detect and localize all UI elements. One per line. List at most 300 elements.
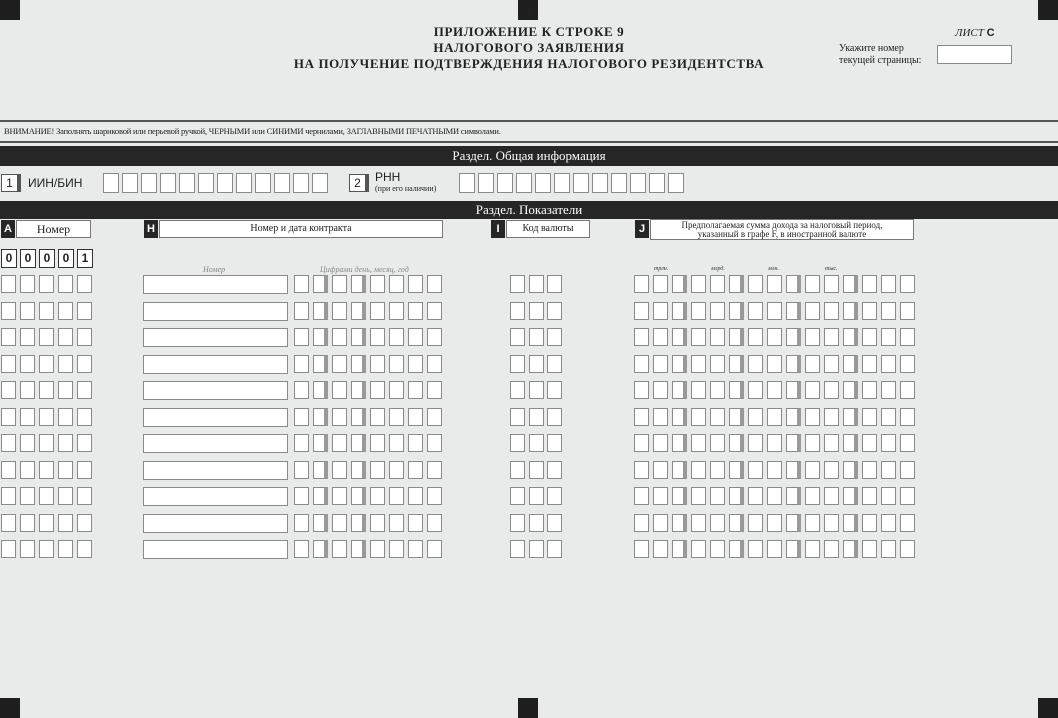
currency-code-cell[interactable] [510,487,525,505]
contract-date-cell[interactable] [313,434,328,452]
contract-number-input[interactable] [143,540,288,559]
amount-cell[interactable] [710,328,725,346]
amount-cell[interactable] [729,381,744,399]
row-number-cell[interactable] [1,408,16,426]
amount-cell[interactable] [672,328,687,346]
contract-number-input[interactable] [143,514,288,533]
currency-code-cell[interactable] [529,487,544,505]
amount-cell[interactable] [767,487,782,505]
contract-date-cell[interactable] [408,328,423,346]
contract-date-cell[interactable] [294,540,309,558]
row-number-cell[interactable] [39,408,54,426]
amount-cell[interactable] [824,461,839,479]
amount-cell[interactable] [843,540,858,558]
amount-cell[interactable] [672,302,687,320]
amount-cell[interactable] [881,408,896,426]
currency-code-cell[interactable] [529,514,544,532]
row-number-cell[interactable] [20,275,35,293]
row-number-cell[interactable] [1,487,16,505]
amount-cell[interactable] [805,461,820,479]
row-number-cell[interactable] [39,355,54,373]
currency-code-cell[interactable] [529,461,544,479]
contract-date-cell[interactable] [351,514,366,532]
rnn-cell[interactable] [459,173,475,193]
amount-cell[interactable] [729,408,744,426]
currency-code-cell[interactable] [547,355,562,373]
amount-cell[interactable] [900,381,915,399]
rnn-cell[interactable] [611,173,627,193]
amount-cell[interactable] [672,487,687,505]
currency-code-cell[interactable] [529,302,544,320]
amount-cell[interactable] [653,328,668,346]
amount-cell[interactable] [672,275,687,293]
amount-cell[interactable] [805,487,820,505]
amount-cell[interactable] [900,461,915,479]
amount-cell[interactable] [653,408,668,426]
currency-code-cell[interactable] [510,514,525,532]
contract-date-cell[interactable] [351,540,366,558]
contract-date-cell[interactable] [351,434,366,452]
row-number-cell[interactable] [39,302,54,320]
amount-cell[interactable] [824,275,839,293]
amount-cell[interactable] [710,408,725,426]
amount-cell[interactable] [672,434,687,452]
amount-cell[interactable] [900,355,915,373]
row-number-cell[interactable] [58,355,73,373]
amount-cell[interactable] [767,355,782,373]
contract-date-cell[interactable] [389,487,404,505]
contract-date-cell[interactable] [408,408,423,426]
currency-code-cell[interactable] [510,540,525,558]
row-number-cell[interactable] [20,328,35,346]
amount-cell[interactable] [843,434,858,452]
contract-date-cell[interactable] [408,514,423,532]
amount-cell[interactable] [767,408,782,426]
amount-cell[interactable] [805,408,820,426]
row-number-cell[interactable] [58,514,73,532]
contract-date-cell[interactable] [332,381,347,399]
amount-cell[interactable] [805,381,820,399]
contract-number-input[interactable] [143,408,288,427]
amount-cell[interactable] [710,514,725,532]
contract-date-cell[interactable] [389,302,404,320]
amount-cell[interactable] [710,355,725,373]
contract-number-input[interactable] [143,355,288,374]
amount-cell[interactable] [881,355,896,373]
contract-date-cell[interactable] [389,408,404,426]
amount-cell[interactable] [748,514,763,532]
rnn-cell[interactable] [535,173,551,193]
contract-date-cell[interactable] [408,302,423,320]
amount-cell[interactable] [881,275,896,293]
contract-date-cell[interactable] [313,328,328,346]
contract-date-cell[interactable] [294,302,309,320]
row-number-cell[interactable] [20,461,35,479]
contract-date-cell[interactable] [332,434,347,452]
contract-date-cell[interactable] [313,275,328,293]
row-number-cell[interactable] [1,434,16,452]
amount-cell[interactable] [672,461,687,479]
amount-cell[interactable] [653,434,668,452]
amount-cell[interactable] [653,514,668,532]
contract-date-cell[interactable] [389,381,404,399]
currency-code-cell[interactable] [547,381,562,399]
currency-code-cell[interactable] [547,514,562,532]
amount-cell[interactable] [634,487,649,505]
amount-cell[interactable] [786,408,801,426]
contract-date-cell[interactable] [351,461,366,479]
contract-date-cell[interactable] [313,461,328,479]
amount-cell[interactable] [805,514,820,532]
amount-cell[interactable] [881,540,896,558]
amount-cell[interactable] [862,328,877,346]
amount-cell[interactable] [862,514,877,532]
iin-bin-cell[interactable] [141,173,157,193]
contract-date-cell[interactable] [408,461,423,479]
amount-cell[interactable] [653,275,668,293]
amount-cell[interactable] [748,540,763,558]
amount-cell[interactable] [748,355,763,373]
contract-date-cell[interactable] [294,487,309,505]
contract-date-cell[interactable] [370,487,385,505]
iin-bin-cell[interactable] [312,173,328,193]
row-number-cell[interactable] [58,487,73,505]
contract-date-cell[interactable] [313,302,328,320]
amount-cell[interactable] [786,302,801,320]
amount-cell[interactable] [786,381,801,399]
row-number-cell[interactable] [20,434,35,452]
contract-date-cell[interactable] [294,514,309,532]
amount-cell[interactable] [691,408,706,426]
amount-cell[interactable] [748,434,763,452]
contract-date-cell[interactable] [294,461,309,479]
contract-date-cell[interactable] [332,302,347,320]
amount-cell[interactable] [843,514,858,532]
amount-cell[interactable] [748,302,763,320]
row-number-cell[interactable] [77,275,92,293]
row-number-cell[interactable] [1,381,16,399]
amount-cell[interactable] [843,487,858,505]
amount-cell[interactable] [748,275,763,293]
row-number-cell[interactable] [58,302,73,320]
row-number-cell[interactable] [1,275,16,293]
contract-date-cell[interactable] [294,275,309,293]
amount-cell[interactable] [786,514,801,532]
row-number-cell[interactable] [1,514,16,532]
amount-cell[interactable] [653,381,668,399]
amount-cell[interactable] [824,302,839,320]
amount-cell[interactable] [691,381,706,399]
iin-bin-cell[interactable] [198,173,214,193]
iin-bin-cell[interactable] [103,173,119,193]
row-number-cell[interactable] [77,514,92,532]
amount-cell[interactable] [653,355,668,373]
contract-date-cell[interactable] [408,434,423,452]
amount-cell[interactable] [824,514,839,532]
amount-cell[interactable] [786,434,801,452]
amount-cell[interactable] [691,540,706,558]
amount-cell[interactable] [634,328,649,346]
amount-cell[interactable] [824,408,839,426]
contract-date-cell[interactable] [427,275,442,293]
iin-bin-cell[interactable] [122,173,138,193]
amount-cell[interactable] [767,540,782,558]
amount-cell[interactable] [881,514,896,532]
contract-date-cell[interactable] [408,275,423,293]
currency-code-cell[interactable] [510,434,525,452]
amount-cell[interactable] [862,461,877,479]
contract-number-input[interactable] [143,381,288,400]
amount-cell[interactable] [824,328,839,346]
amount-cell[interactable] [843,355,858,373]
contract-date-cell[interactable] [332,514,347,532]
contract-date-cell[interactable] [370,381,385,399]
contract-date-cell[interactable] [427,514,442,532]
amount-cell[interactable] [862,355,877,373]
contract-date-cell[interactable] [332,328,347,346]
row-number-cell[interactable] [20,381,35,399]
amount-cell[interactable] [767,434,782,452]
amount-cell[interactable] [653,461,668,479]
contract-date-cell[interactable] [427,408,442,426]
row-number-cell[interactable] [77,302,92,320]
amount-cell[interactable] [653,540,668,558]
amount-cell[interactable] [900,434,915,452]
amount-cell[interactable] [881,461,896,479]
row-number-cell[interactable] [77,461,92,479]
amount-cell[interactable] [767,302,782,320]
amount-cell[interactable] [862,381,877,399]
currency-code-cell[interactable] [547,434,562,452]
amount-cell[interactable] [672,514,687,532]
iin-bin-cell[interactable] [293,173,309,193]
amount-cell[interactable] [786,275,801,293]
amount-cell[interactable] [634,302,649,320]
amount-cell[interactable] [767,275,782,293]
amount-cell[interactable] [634,434,649,452]
amount-cell[interactable] [729,355,744,373]
amount-cell[interactable] [900,408,915,426]
contract-date-cell[interactable] [389,275,404,293]
currency-code-cell[interactable] [547,461,562,479]
amount-cell[interactable] [729,540,744,558]
row-number-cell[interactable] [77,355,92,373]
contract-date-cell[interactable] [351,355,366,373]
amount-cell[interactable] [786,540,801,558]
amount-cell[interactable] [710,302,725,320]
contract-date-cell[interactable] [389,328,404,346]
amount-cell[interactable] [881,487,896,505]
amount-cell[interactable] [805,434,820,452]
contract-date-cell[interactable] [389,355,404,373]
amount-cell[interactable] [672,355,687,373]
amount-cell[interactable] [691,275,706,293]
contract-date-cell[interactable] [313,540,328,558]
row-number-cell[interactable] [77,540,92,558]
row-number-cell[interactable] [58,381,73,399]
contract-date-cell[interactable] [427,540,442,558]
contract-number-input[interactable] [143,461,288,480]
contract-date-cell[interactable] [351,487,366,505]
rnn-cell[interactable] [649,173,665,193]
contract-date-cell[interactable] [351,381,366,399]
currency-code-cell[interactable] [510,355,525,373]
contract-date-cell[interactable] [351,408,366,426]
contract-date-cell[interactable] [427,487,442,505]
contract-date-cell[interactable] [332,461,347,479]
contract-date-cell[interactable] [313,381,328,399]
currency-code-cell[interactable] [510,328,525,346]
amount-cell[interactable] [729,487,744,505]
amount-cell[interactable] [748,328,763,346]
contract-date-cell[interactable] [370,408,385,426]
amount-cell[interactable] [653,487,668,505]
currency-code-cell[interactable] [529,275,544,293]
contract-number-input[interactable] [143,328,288,347]
contract-date-cell[interactable] [313,514,328,532]
currency-code-cell[interactable] [547,487,562,505]
contract-date-cell[interactable] [332,408,347,426]
amount-cell[interactable] [729,302,744,320]
row-number-cell[interactable] [1,461,16,479]
amount-cell[interactable] [786,487,801,505]
contract-date-cell[interactable] [389,434,404,452]
amount-cell[interactable] [729,434,744,452]
amount-cell[interactable] [767,514,782,532]
contract-date-cell[interactable] [351,328,366,346]
currency-code-cell[interactable] [510,275,525,293]
iin-bin-cell[interactable] [217,173,233,193]
row-number-cell[interactable] [77,328,92,346]
amount-cell[interactable] [634,461,649,479]
amount-cell[interactable] [786,355,801,373]
currency-code-cell[interactable] [529,540,544,558]
amount-cell[interactable] [881,328,896,346]
row-number-cell[interactable] [77,487,92,505]
amount-cell[interactable] [881,302,896,320]
amount-cell[interactable] [900,328,915,346]
amount-cell[interactable] [862,275,877,293]
contract-date-cell[interactable] [351,275,366,293]
contract-date-cell[interactable] [370,355,385,373]
amount-cell[interactable] [691,328,706,346]
amount-cell[interactable] [805,355,820,373]
row-number-cell[interactable] [20,487,35,505]
amount-cell[interactable] [672,381,687,399]
contract-date-cell[interactable] [294,408,309,426]
row-number-cell[interactable] [58,461,73,479]
row-number-cell[interactable] [39,540,54,558]
amount-cell[interactable] [634,514,649,532]
amount-cell[interactable] [881,434,896,452]
amount-cell[interactable] [634,275,649,293]
rnn-cell[interactable] [516,173,532,193]
contract-date-cell[interactable] [427,328,442,346]
amount-cell[interactable] [862,434,877,452]
row-number-cell[interactable] [1,302,16,320]
iin-bin-cell[interactable] [274,173,290,193]
contract-date-cell[interactable] [370,302,385,320]
amount-cell[interactable] [691,487,706,505]
contract-date-cell[interactable] [427,302,442,320]
row-number-cell[interactable] [1,355,16,373]
contract-date-cell[interactable] [332,487,347,505]
amount-cell[interactable] [710,434,725,452]
row-number-cell[interactable] [20,514,35,532]
amount-cell[interactable] [710,487,725,505]
amount-cell[interactable] [691,302,706,320]
amount-cell[interactable] [767,381,782,399]
currency-code-cell[interactable] [510,461,525,479]
amount-cell[interactable] [634,408,649,426]
contract-date-cell[interactable] [294,381,309,399]
row-number-cell[interactable] [39,275,54,293]
amount-cell[interactable] [900,302,915,320]
contract-date-cell[interactable] [370,275,385,293]
row-number-cell[interactable] [77,434,92,452]
contract-number-input[interactable] [143,275,288,294]
currency-code-cell[interactable] [547,408,562,426]
iin-bin-cell[interactable] [236,173,252,193]
iin-bin-cell[interactable] [179,173,195,193]
rnn-cell[interactable] [630,173,646,193]
amount-cell[interactable] [767,328,782,346]
currency-code-cell[interactable] [529,434,544,452]
amount-cell[interactable] [881,381,896,399]
contract-date-cell[interactable] [408,381,423,399]
contract-date-cell[interactable] [332,355,347,373]
row-number-cell[interactable] [58,434,73,452]
amount-cell[interactable] [843,302,858,320]
row-number-cell[interactable] [1,328,16,346]
amount-cell[interactable] [729,514,744,532]
row-number-cell[interactable] [20,302,35,320]
contract-date-cell[interactable] [408,540,423,558]
contract-date-cell[interactable] [427,434,442,452]
amount-cell[interactable] [786,461,801,479]
amount-cell[interactable] [824,540,839,558]
iin-bin-cell[interactable] [160,173,176,193]
currency-code-cell[interactable] [510,381,525,399]
currency-code-cell[interactable] [510,302,525,320]
contract-date-cell[interactable] [408,487,423,505]
currency-code-cell[interactable] [547,328,562,346]
amount-cell[interactable] [634,355,649,373]
amount-cell[interactable] [710,275,725,293]
amount-cell[interactable] [900,275,915,293]
contract-date-cell[interactable] [370,540,385,558]
contract-number-input[interactable] [143,302,288,321]
contract-date-cell[interactable] [408,355,423,373]
amount-cell[interactable] [767,461,782,479]
contract-date-cell[interactable] [370,514,385,532]
amount-cell[interactable] [900,487,915,505]
amount-cell[interactable] [653,302,668,320]
contract-date-cell[interactable] [294,434,309,452]
row-number-cell[interactable] [20,408,35,426]
contract-date-cell[interactable] [313,355,328,373]
row-number-cell[interactable] [39,381,54,399]
amount-cell[interactable] [786,328,801,346]
current-page-input[interactable] [937,45,1012,64]
amount-cell[interactable] [805,540,820,558]
amount-cell[interactable] [729,328,744,346]
amount-cell[interactable] [805,302,820,320]
contract-date-cell[interactable] [294,328,309,346]
amount-cell[interactable] [710,461,725,479]
amount-cell[interactable] [805,275,820,293]
contract-date-cell[interactable] [389,540,404,558]
